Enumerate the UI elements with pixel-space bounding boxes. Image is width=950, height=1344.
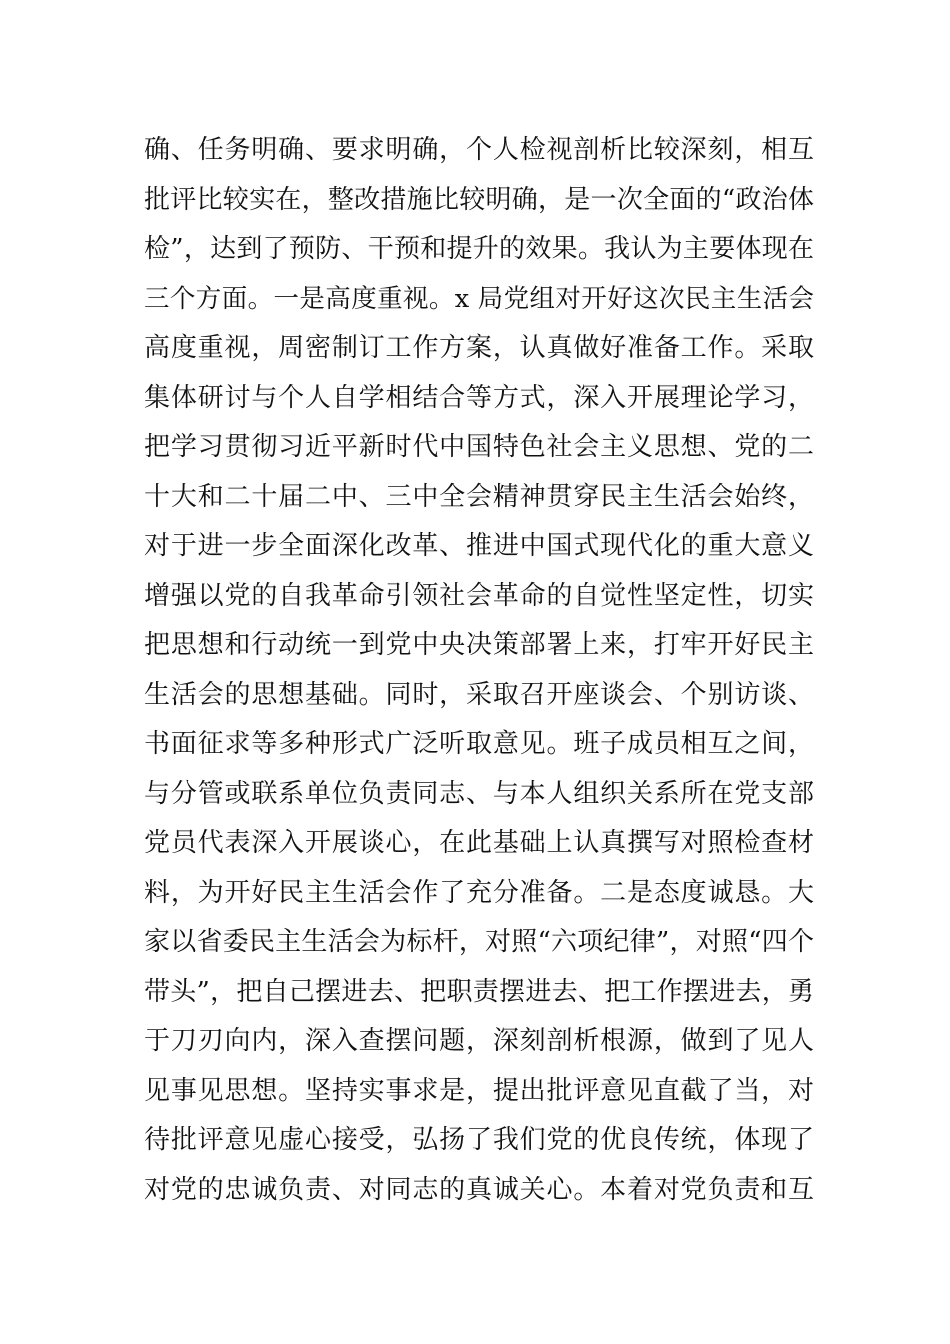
text-line-9: 对于进一步全面深化改革、推进中国式现代化的重大意义	[144, 531, 814, 561]
text-line-2: 批评比较实在，整改措施比较明确，是一次全面的“政治体	[144, 184, 814, 215]
text-line-15: 党员代表深入开展谈心，在此基础上认真撰写对照检查材	[144, 828, 814, 858]
text-line-3: 检”，达到了预防、干预和提升的效果。我认为主要体现在	[144, 234, 814, 264]
text-line-5: 高度重视，周密制订工作方案，认真做好准备工作。采取	[144, 333, 814, 363]
text-line-13: 书面征求等多种形式广泛听取意见。班子成员相互之间，	[144, 729, 814, 759]
text-line-10: 增强以党的自我革命引领社会革命的自觉性坚定性，切实	[144, 580, 814, 611]
text-line-8: 十大和二十届二中、三中全会精神贯穿民主生活会始终，	[144, 481, 814, 512]
body-text	[144, 126, 814, 1215]
text-line-14: 与分管或联系单位负责同志、与本人组织关系所在党支部	[144, 778, 814, 809]
text-line-4: 三个方面。一是高度重视。x 局党组对开好这次民主生活会	[144, 283, 814, 314]
text-line-12: 生活会的思想基础。同时，采取召开座谈会、个别访谈、	[144, 679, 814, 710]
text-line-6: 集体研讨与个人自学相结合等方式，深入开展理论学习，	[144, 382, 814, 413]
text-line-20: 见事见思想。坚持实事求是，提出批评意见直截了当，对	[144, 1075, 814, 1106]
text-line-11: 把思想和行动统一到党中央决策部署上来，打牢开好民主	[144, 630, 814, 660]
text-line-1: 确、任务明确、要求明确，个人检视剖析比较深刻，相互	[144, 135, 814, 165]
text-line-18: 带头”，把自己摆进去、把职责摆进去、把工作摆进去，勇	[144, 976, 814, 1007]
text-line-22: 对党的忠诚负责、对同志的真诚关心。本着对党负责和互	[144, 1174, 814, 1205]
text-line-7: 把学习贯彻习近平新时代中国特色社会主义思想、党的二	[144, 432, 814, 462]
text-line-21: 待批评意见虚心接受，弘扬了我们党的优良传统，体现了	[144, 1125, 814, 1155]
text-line-17: 家以省委民主生活会为标杆，对照“六项纪律”，对照“四个	[144, 927, 814, 957]
text-line-16: 料，为开好民主生活会作了充分准备。二是态度诚恳。大	[144, 877, 814, 908]
text-line-19: 于刀刃向内，深入查摆问题，深刻剖析根源，做到了见人	[144, 1026, 814, 1056]
